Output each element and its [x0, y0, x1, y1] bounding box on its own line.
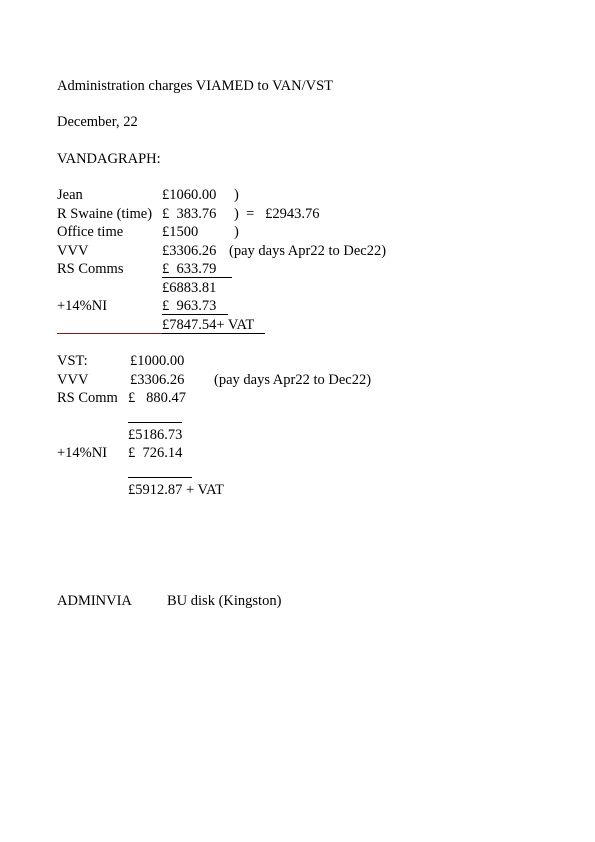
row-label: VST:	[57, 353, 88, 369]
row-amount: £1500	[162, 224, 199, 240]
row-label: VVV	[57, 372, 89, 388]
row-amount: £ 880.47	[128, 390, 186, 406]
vandagraph-total: £7847.54+ VAT	[162, 317, 255, 333]
document-title: Administration charges VIAMED to VAN/VST	[57, 78, 334, 94]
vst-subtotal: £5186.73	[128, 427, 183, 443]
row-label: RS Comm	[57, 390, 118, 406]
vandagraph-ni-label: +14%NI	[57, 298, 108, 314]
row-amount: £3306.26	[162, 243, 217, 259]
underline	[128, 422, 182, 423]
row-label: VVV	[57, 243, 89, 259]
row-amount: £3306.26	[130, 372, 185, 388]
vandagraph-subtotal: £6883.81	[162, 280, 217, 296]
adminvia-label: ADMINVIA	[57, 593, 132, 609]
row-note: (pay days Apr22 to Dec22)	[229, 243, 387, 259]
red-divider	[57, 333, 163, 334]
row-label: R Swaine (time)	[57, 206, 153, 222]
row-note: )	[234, 187, 239, 203]
vst-ni-label: +14%NI	[57, 445, 108, 461]
underline	[162, 314, 228, 315]
row-amount: £1060.00	[162, 187, 217, 203]
underline	[128, 477, 192, 478]
vandagraph-heading: VANDAGRAPH:	[57, 151, 161, 167]
vst-total: £5912.87 + VAT	[128, 482, 224, 498]
vandagraph-ni-amount: £ 963.73	[162, 298, 217, 314]
adminvia-value: BU disk (Kingston)	[167, 593, 282, 609]
row-amount: £1000.00	[130, 353, 185, 369]
row-amount: £ 633.79	[162, 261, 217, 277]
row-label: Office time	[57, 224, 124, 240]
row-label: RS Comms	[57, 261, 124, 277]
row-note: ) = £2943.76	[234, 206, 320, 222]
row-note: )	[234, 224, 239, 240]
row-amount: £ 383.76	[162, 206, 217, 222]
row-label: Jean	[57, 187, 83, 203]
vst-ni-amount: £ 726.14	[128, 445, 183, 461]
underline	[162, 333, 265, 334]
row-note: (pay days Apr22 to Dec22)	[214, 372, 372, 388]
underline	[162, 277, 232, 278]
document-date: December, 22	[57, 114, 138, 130]
